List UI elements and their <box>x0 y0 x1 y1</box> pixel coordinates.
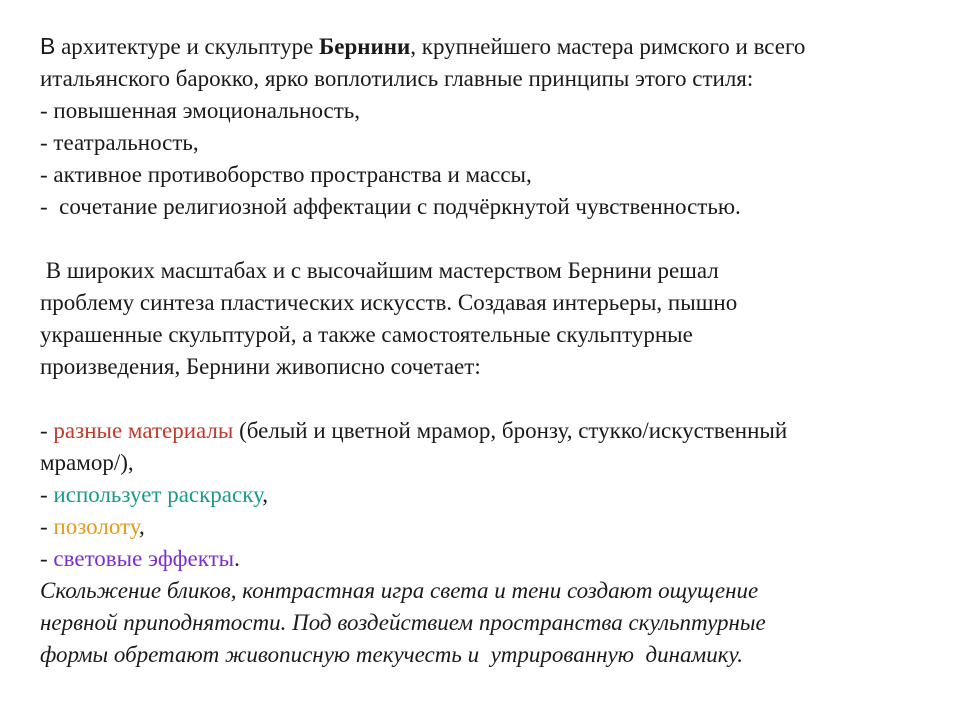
conclusion-line-2: нервной приподнятости. Под воздействием пространства скульптурные <box>40 610 766 635</box>
list-dash: - <box>40 546 54 571</box>
list-dash: - <box>40 482 54 507</box>
materials-highlight: разные материалы <box>53 418 234 443</box>
intro-paragraph <box>40 30 920 223</box>
synthesis-line-3: украшенные скульптурой, а также самостоятельные скульптурные <box>40 322 693 347</box>
synthesis-paragraph <box>40 255 920 383</box>
synthesis-line-2: проблему синтеза пластических искусств. Создавая интерьеры, пышно <box>40 290 738 315</box>
intro-lead-letter: В <box>40 33 56 59</box>
intro-line-1 <box>40 30 920 63</box>
technique-item-materials <box>40 415 920 447</box>
conclusion-paragraph <box>40 575 920 671</box>
intro-line-2: итальянского барокко, ярко воплотились главные принципы этого стиля: <box>40 66 754 91</box>
technique-item-paint <box>40 479 920 511</box>
intro-text: архитектуре и скульптуре <box>55 34 320 59</box>
gilding-punct: , <box>139 514 145 539</box>
synthesis-line-4: произведения, Бернини живописно сочетает: <box>40 354 481 379</box>
paragraph-gap <box>40 223 920 255</box>
principle-item-emotionality: - повышенная эмоциональность, <box>40 98 361 123</box>
gilding-highlight: позолоту <box>53 514 139 539</box>
paint-highlight: использует раскраску <box>53 482 263 507</box>
principle-item-theatricality: - театральность, <box>40 130 199 155</box>
paint-punct: , <box>262 482 269 507</box>
intro-text-cont: , крупнейшего мастера римского и всего <box>410 34 806 59</box>
technique-item-gilding <box>40 511 920 543</box>
techniques-list <box>40 415 920 575</box>
synthesis-line-1: В широких масштабах и с высочайшим мастерством Бернини решал <box>40 258 719 283</box>
conclusion-line-1: Скольжение бликов, контрастная игра света и тени создают ощущение <box>40 578 759 603</box>
materials-details: (белый и цветной мрамор, бронзу, стукко/искуственный <box>233 418 788 443</box>
technique-item-light <box>40 543 920 575</box>
light-punct: . <box>234 546 240 571</box>
list-dash: - <box>40 418 54 443</box>
conclusion-line-3: формы обретают живописную текучесть и утрированную динамику. <box>40 642 743 667</box>
technique-item-materials-cont: мрамор/), <box>40 450 134 475</box>
paragraph-gap <box>40 383 920 415</box>
bernini-bold-name: Бернини <box>319 34 411 59</box>
list-dash: - <box>40 514 54 539</box>
light-highlight: световые эффекты <box>53 546 235 571</box>
principle-item-religious-sensuality: - сочетание религиозной аффектации с подчёркнутой чувственностью. <box>40 194 741 219</box>
principle-item-space-mass: - активное противоборство пространства и массы, <box>40 162 532 187</box>
